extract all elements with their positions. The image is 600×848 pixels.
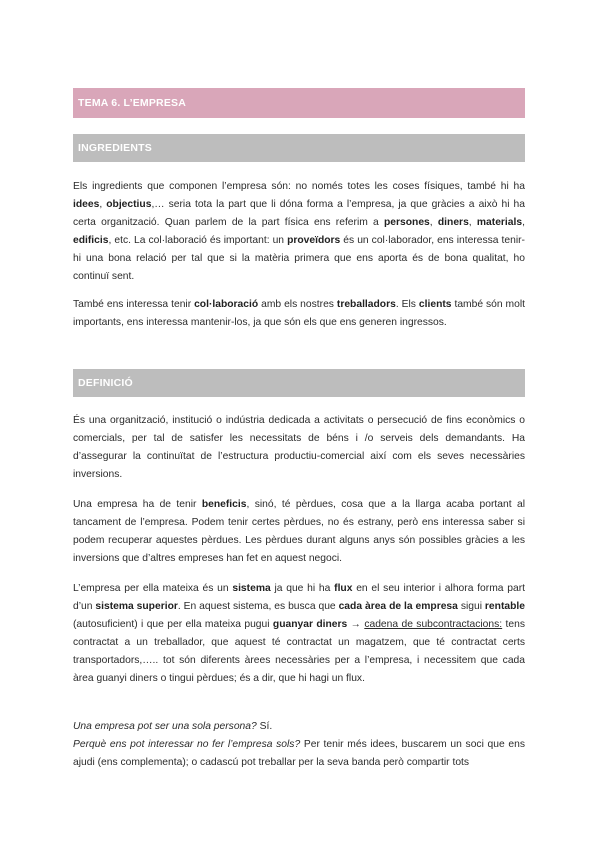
definicio-paragraph-3 — [73, 580, 525, 688]
bold-term: edificis — [73, 235, 109, 246]
chapter-heading-text: TEMA 6. L’EMPRESA — [78, 97, 187, 109]
text-span: ja que hi ha — [270, 583, 335, 594]
text-span: amb els nostres — [258, 299, 337, 310]
text-span: Una empresa ha de tenir — [73, 499, 202, 510]
bold-term: guanyar diners — [272, 619, 348, 630]
text-span: ,… seria tota la part que li dóna forma a l’empresa, ja que gràcies a això hi ha certa organització. Quan parlem de la part física ens referim a — [73, 199, 525, 228]
underlined-term: cadena de subcontractacions: — [364, 619, 503, 630]
text-span: Els ingredients que componen l’empresa són: no només totes les coses físiques, també hi ha — [73, 181, 525, 192]
definicio-question-2 — [73, 736, 525, 772]
text-span: . Els — [395, 299, 419, 310]
text-span: També ens interessa tenir — [73, 299, 195, 310]
section-heading-text: DEFINICIÓ — [78, 377, 133, 389]
bold-term: col·laboració — [194, 299, 259, 310]
bold-term: materials — [476, 217, 523, 228]
section-heading-definicio — [73, 369, 525, 397]
bold-term: sistema superior — [95, 601, 178, 612]
text-span: és un col·laborador, ens interessa tenir-hi una bona relació per tal que si la matèria primera que ens aporta és de bona qualitat, ho continuï sent. — [73, 235, 525, 282]
text-span: (autosuficient) i que per ella mateixa pugui — [73, 619, 273, 630]
italic-question: Una empresa pot ser una sola persona? — [73, 721, 257, 732]
definicio-paragraph-2 — [73, 496, 525, 568]
bold-term: flux — [334, 583, 353, 594]
text-span: , etc. La col·laboració és important: un — [108, 235, 288, 246]
text-span: Per tenir més idees, buscarem un soci que ens ajudi (ens complementa); o cadascú pot treballar per la seva banda però compartir tots — [73, 739, 525, 768]
text-span: , — [99, 199, 107, 210]
bold-term: objectius — [106, 199, 152, 210]
italic-question: Perquè ens pot interessar no fer l’empresa sols? — [73, 739, 301, 750]
text-span: . En aquest sistema, es busca que — [177, 601, 339, 612]
text-span: L’empresa per ella mateixa és un — [73, 583, 233, 594]
text-paragraph: És una organització, institució o indústria dedicada a activitats o persecució de fins econòmics o comercials, per tal de satisfer les necessitats de béns i /o serveis dels demandants. Ha d’assegurar la continuïtat de l’estructura productiu-comercial així com els seves necessàries inversions. — [73, 415, 525, 480]
arrow-text: → — [347, 619, 365, 630]
bold-term: cada àrea de la empresa — [338, 601, 458, 612]
text-span: , — [522, 217, 525, 228]
section-heading-ingredients — [73, 134, 525, 162]
definicio-paragraph-1 — [73, 412, 525, 484]
bold-term: persones — [384, 217, 430, 228]
text-span: , — [429, 217, 438, 228]
definicio-question-1 — [73, 718, 525, 736]
text-span: , — [468, 217, 477, 228]
section-heading-text: INGREDIENTS — [78, 142, 152, 154]
bold-term: beneficis — [201, 499, 247, 510]
bold-term: idees — [73, 199, 100, 210]
text-span: Sí. — [256, 721, 273, 732]
text-span: també són molt importants, ens interessa mantenir-los, ja que són els que ens generen ingressos. — [73, 299, 526, 328]
text-span: , sinó, té pèrdues, cosa que a la llarga acaba portant al tancament de l’empresa. Podem tenir certes pèrdues, no és estrany, però ens interessa saber si podem recuperar aquestes pèrdues. Les pèrdues durant alguns anys són possibles gràcies a les inversions que d’altres empreses han fet en aquest negoci. — [73, 499, 525, 564]
text-span: tens contractat a un treballador, que aquest té contractat un magatzem, que té contractat certs transportadors,….. tot són diferents àrees necessàries per a l’empresa, i necessitem que cada àrea guanyi diners o tingui pèrdues; és a dir, que hi hagi un flux. — [73, 619, 525, 684]
chapter-heading — [73, 88, 525, 118]
bold-term: proveïdors — [287, 235, 341, 246]
bold-term: clients — [418, 299, 452, 310]
text-span: sigui — [457, 601, 485, 612]
bold-term: diners — [437, 217, 469, 228]
bold-term: sistema — [232, 583, 271, 594]
bold-term: treballadors — [336, 299, 396, 310]
ingredients-paragraph-2 — [73, 296, 525, 332]
bold-term: rentable — [484, 601, 525, 612]
text-span: en el seu interior i alhora forma part d’un — [73, 583, 526, 612]
ingredients-paragraph-1 — [73, 178, 525, 286]
